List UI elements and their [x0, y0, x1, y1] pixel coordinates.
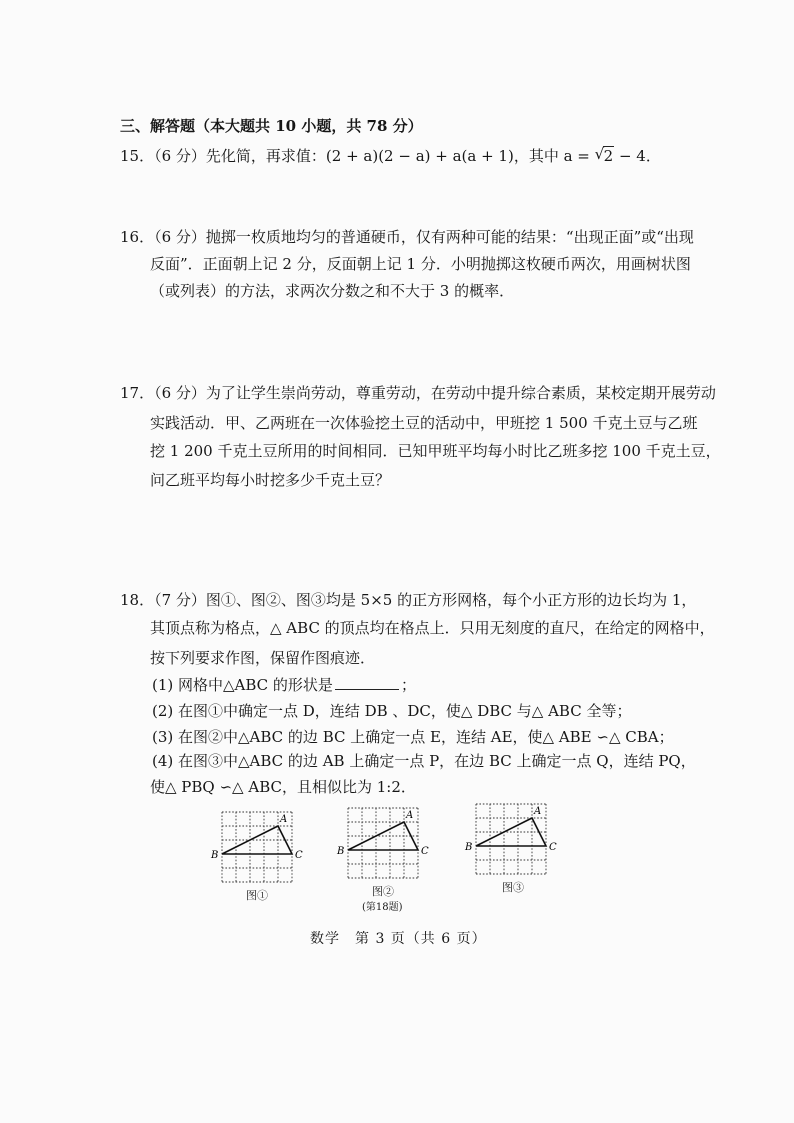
grid-figure-1	[208, 800, 318, 892]
vertex-label-b: B	[465, 842, 473, 853]
q18-part-1	[152, 675, 416, 695]
page-footer: 数学 第 3 页（共 6 页）	[310, 931, 487, 947]
grid-figure-2	[334, 800, 444, 892]
q15-text: 15．（6 分）先化简，再求值：(2 + a)(2 − a) + a(a + 1)，其中 a =	[120, 147, 595, 165]
q16-line-1: 16．（6 分）抛掷一枚质地均匀的普通硬币，仅有两种可能的结果：“出现正面”或“出现	[120, 228, 694, 246]
q18-line-1: 18．（7 分）图①、图②、图③均是 5×5 的正方形网格，每个小正方形的边长均为 1，	[120, 591, 697, 609]
sqrt-expression: √ 2	[594, 145, 614, 165]
grid-figure-3	[462, 796, 572, 888]
question-figure-caption: (第18题)	[362, 902, 403, 913]
q18-part-4-cont: 使△ PBQ ∽△ ABC，且相似比为 1:2．	[150, 778, 416, 796]
vertex-label-b: B	[211, 850, 219, 861]
q17-line-3: 挖 1 200 千克土豆所用的时间相同．已知甲班平均每小时比乙班多挖 100 千克土豆，	[150, 442, 721, 460]
q18-line-2: 其顶点称为格点，△ ABC 的顶点均在格点上．只用无刻度的直尺，在给定的网格中，	[150, 619, 715, 637]
question-15	[120, 146, 661, 166]
q18-part-1-text: (1) 网格中△ABC 的形状是	[152, 676, 333, 694]
figure-caption-3: 图③	[502, 881, 524, 894]
q18-part-1-end: ；	[400, 676, 416, 694]
q16-line-3: （或列表）的方法，求两次分数之和不大于 3 的概率．	[150, 282, 515, 300]
vertex-label-c: C	[421, 846, 429, 857]
section-heading: 三、解答题（本大题共 10 小题，共 78 分）	[120, 117, 423, 135]
vertex-label-c: C	[295, 850, 303, 861]
grid-lines	[464, 804, 557, 874]
figure-caption-1: 图①	[246, 889, 268, 902]
q17-line-2: 实践活动．甲、乙两班在一次体验挖土豆的活动中，甲班挖 1 500 千克土豆与乙班	[150, 414, 698, 432]
q15-text-end: − 4．	[614, 147, 661, 165]
vertex-label-a: A	[280, 814, 288, 825]
q17-line-1: 17．（6 分）为了让学生崇尚劳动，尊重劳动，在劳动中提升综合素质，某校定期开展劳动	[120, 384, 716, 402]
q18-line-3: 按下列要求作图，保留作图痕迹．	[150, 649, 376, 667]
q18-part-3: (3) 在图②中△ABC 的边 BC 上确定一点 E，连结 AE，使△ ABE ∽△ CBA；	[152, 728, 674, 746]
q16-line-2: 反面”．正面朝上记 2 分，反面朝上记 1 分．小明抛掷这枚硬币两次，用画树状图	[150, 255, 691, 273]
figure-caption-2: 图②	[372, 885, 394, 898]
vertex-label-c: C	[549, 842, 557, 853]
grid-lines	[210, 812, 303, 882]
vertex-label-b: B	[337, 846, 345, 857]
vertex-label-a: A	[406, 810, 414, 821]
sqrt-radicand: 2	[603, 147, 614, 165]
vertex-label-a: A	[534, 806, 542, 817]
q17-line-4: 问乙班平均每小时挖多少千克土豆？	[150, 471, 391, 489]
q18-part-2: (2) 在图①中确定一点 D，连结 DB 、DC，使△ DBC 与△ ABC 全等；	[152, 702, 632, 720]
q18-part-4: (4) 在图③中△ABC 的边 AB 上确定一点 P，在边 BC 上确定一点 Q，连结 PQ，	[152, 752, 696, 770]
grid-lines	[336, 808, 429, 878]
answer-blank	[335, 675, 399, 690]
